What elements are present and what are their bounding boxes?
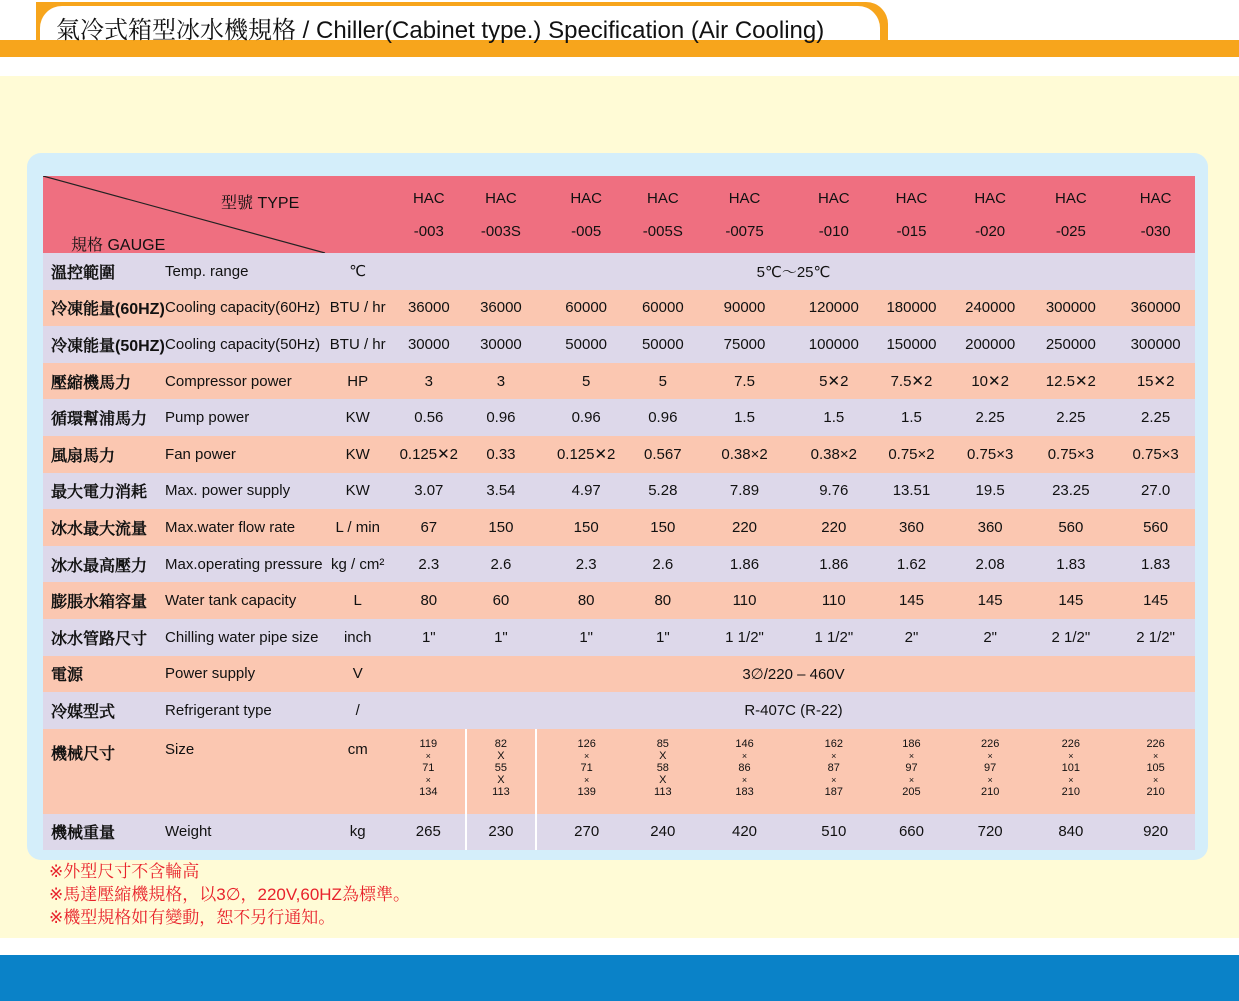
model-code: -015 [896, 222, 927, 240]
table-cell: 3 [392, 363, 466, 400]
model-code: -025 [1055, 222, 1086, 240]
row-label-zh: 機械重量 [43, 814, 165, 850]
table-cell: 150 [536, 509, 636, 546]
header-row [43, 176, 1195, 253]
table-row [43, 509, 1195, 546]
dimension-value: 226 [980, 737, 1000, 750]
model-header [868, 176, 955, 253]
table-cell: 0.38×2 [800, 436, 869, 473]
times-sign: × [908, 750, 915, 761]
table-cell: 80 [536, 582, 636, 619]
table-cell: 110 [690, 582, 800, 619]
table-cell: 0.75×3 [1025, 436, 1116, 473]
table-cell: 2 1/2" [1025, 619, 1116, 656]
table-cell: 80 [636, 582, 689, 619]
row-unit: L / min [323, 509, 392, 546]
model-series: HAC [570, 189, 602, 207]
size-cell [536, 729, 636, 814]
dimension-value: 126 [577, 737, 596, 750]
times-sign: × [741, 750, 748, 761]
table-cell: 360 [868, 509, 955, 546]
table-cell: 1" [392, 619, 466, 656]
dimension-stack [800, 729, 869, 798]
table-cell: 1.86 [690, 546, 800, 583]
table-cell: 60000 [536, 290, 636, 327]
model-series: HAC [412, 189, 445, 207]
row-unit: kg [323, 814, 392, 850]
times-sign: × [1152, 750, 1159, 761]
table-cell: 2.3 [392, 546, 466, 583]
table-cell: 7.5✕2 [868, 363, 955, 400]
table-cell: 840 [1025, 814, 1116, 850]
row-unit: L [323, 582, 392, 619]
dimension-value: 82 [494, 737, 508, 750]
table-cell: 0.125✕2 [392, 436, 466, 473]
model-header [392, 176, 466, 253]
table-cell: 220 [800, 509, 869, 546]
row-label-en: Refrigerant type [165, 692, 323, 729]
table-cell: 240000 [955, 290, 1026, 327]
model-header [536, 176, 636, 253]
table-cell: 5✕2 [800, 363, 869, 400]
table-row [43, 692, 1195, 729]
dimension-stack [636, 729, 689, 798]
model-code: -005 [571, 222, 602, 240]
table-cell: 0.38×2 [690, 436, 800, 473]
table-cell: 360 [955, 509, 1026, 546]
table-cell: 720 [955, 814, 1026, 850]
model-code: -005S [642, 222, 683, 240]
note-line: ※馬達壓縮機規格，以3∅，220V,60HZ為標準。 [49, 885, 410, 904]
table-cell: 1.5 [868, 399, 955, 436]
table-cell: 120000 [800, 290, 869, 327]
row-unit: cm [323, 729, 392, 814]
size-cell [690, 729, 800, 814]
dimension-value: 226 [1061, 737, 1081, 750]
dimension-value: 85 [656, 737, 669, 750]
table-cell: 145 [1025, 582, 1116, 619]
table-cell: 2 1/2" [1116, 619, 1195, 656]
model-series: HAC [485, 189, 517, 207]
dimension-value: 71 [422, 761, 435, 774]
table-cell: 7.5 [690, 363, 800, 400]
row-unit: KW [323, 436, 392, 473]
table-cell: 19.5 [955, 473, 1026, 510]
table-cell: 2" [955, 619, 1026, 656]
dimension-value: 113 [492, 785, 510, 798]
table-row [43, 582, 1195, 619]
table-cell: 2.25 [955, 399, 1026, 436]
row-label-zh: 電源 [43, 656, 165, 693]
row-label-zh: 冰水最大流量 [43, 509, 165, 546]
table-cell: 0.125✕2 [536, 436, 636, 473]
table-cell: 0.96 [536, 399, 636, 436]
table-cell: 0.75×3 [955, 436, 1026, 473]
table-cell: 0.96 [636, 399, 689, 436]
dimension-stack [690, 729, 800, 798]
row-label-en: Weight [165, 814, 323, 850]
table-cell: 0.75×3 [1116, 436, 1195, 473]
row-unit: V [323, 656, 392, 693]
row-label-zh: 溫控範圍 [43, 253, 165, 290]
model-header [955, 176, 1026, 253]
row-label-en: Max. power supply [165, 473, 323, 510]
size-cell [800, 729, 869, 814]
dimension-value: 113 [654, 785, 672, 798]
dimension-value: 119 [419, 737, 438, 750]
table-cell: 200000 [955, 326, 1026, 363]
header-corner-cell [43, 176, 392, 253]
table-cell: 36000 [392, 290, 466, 327]
table-cell: 1 1/2" [800, 619, 869, 656]
times-sign: × [1068, 774, 1074, 785]
dimension-stack [868, 729, 955, 798]
times-sign: × [831, 750, 837, 761]
dimension-value: 210 [980, 785, 1000, 798]
times-sign: × [741, 774, 748, 785]
times-sign: × [584, 750, 590, 761]
table-cell: 2.6 [636, 546, 689, 583]
dimension-value: 105 [1146, 761, 1165, 774]
model-header [1025, 176, 1116, 253]
row-unit: KW [323, 473, 392, 510]
table-cell: 2.25 [1116, 399, 1195, 436]
row-label-en: Power supply [165, 656, 323, 693]
table-cell: 100000 [800, 326, 869, 363]
table-cell: 30000 [466, 326, 537, 363]
table-cell: 50000 [636, 326, 689, 363]
dimension-stack [1116, 729, 1195, 798]
merged-value: 5℃～25℃ [392, 253, 1195, 290]
model-code: -030 [1140, 222, 1171, 240]
table-cell: 80 [392, 582, 466, 619]
table-cell: 1" [536, 619, 636, 656]
table-cell: 240 [636, 814, 689, 850]
table-cell: 5 [536, 363, 636, 400]
merged-value: R-407C (R-22) [392, 692, 1195, 729]
dimension-value: 86 [738, 761, 751, 774]
table-cell: 60000 [636, 290, 689, 327]
table-cell: 2.08 [955, 546, 1026, 583]
table-cell: 50000 [536, 326, 636, 363]
row-unit: kg / cm² [323, 546, 392, 583]
table-row [43, 619, 1195, 656]
row-label-zh: 冰水管路尺寸 [43, 619, 165, 656]
table-cell: 220 [690, 509, 800, 546]
table-cell: 36000 [466, 290, 537, 327]
row-label-en: Max.water flow rate [165, 509, 323, 546]
table-cell: 145 [955, 582, 1026, 619]
table-cell: 110 [800, 582, 869, 619]
table-cell: 360000 [1116, 290, 1195, 327]
row-label-en: Cooling capacity(50Hz) [165, 326, 323, 363]
table-cell: 1.62 [868, 546, 955, 583]
row-label-en: Cooling capacity(60Hz) [165, 290, 323, 327]
dimension-stack [537, 729, 636, 798]
dimension-value: 162 [824, 737, 843, 750]
table-cell: 3.54 [466, 473, 537, 510]
row-unit: BTU / hr [323, 326, 392, 363]
times-sign: × [908, 774, 915, 785]
table-cell: 150000 [868, 326, 955, 363]
model-code: -003S [480, 222, 521, 240]
table-cell: 150 [636, 509, 689, 546]
times-sign: X [659, 749, 667, 762]
table-cell: 5.28 [636, 473, 689, 510]
table-cell: 560 [1025, 509, 1116, 546]
table-row [43, 253, 1195, 290]
model-code: -0075 [725, 222, 764, 240]
size-cell [636, 729, 689, 814]
row-unit: inch [323, 619, 392, 656]
dimension-stack [1025, 729, 1116, 798]
table-cell: 150 [466, 509, 537, 546]
table-cell: 145 [868, 582, 955, 619]
dimension-value: 187 [824, 785, 843, 798]
table-cell: 2.3 [536, 546, 636, 583]
model-code: -010 [818, 222, 849, 240]
size-cell [1025, 729, 1116, 814]
times-sign: X [497, 749, 505, 762]
table-cell: 2.25 [1025, 399, 1116, 436]
table-cell: 510 [800, 814, 869, 850]
gauge-label: 規格 GAUGE [71, 237, 166, 253]
dimension-value: 71 [580, 761, 593, 774]
row-label-zh: 冷凍能量(50HZ) [43, 326, 165, 363]
merged-value: 3∅/220 – 460V [392, 656, 1195, 693]
model-series: HAC [817, 189, 850, 207]
row-label-en: Pump power [165, 399, 323, 436]
model-header [800, 176, 869, 253]
table-cell: 10✕2 [955, 363, 1026, 400]
spec-table [43, 176, 1195, 850]
dimension-value: 146 [735, 737, 754, 750]
row-unit: HP [323, 363, 392, 400]
table-cell: 0.567 [636, 436, 689, 473]
table-cell: 2" [868, 619, 955, 656]
row-label-en: Max.operating pressure [165, 546, 323, 583]
table-cell: 1" [636, 619, 689, 656]
table-row [43, 546, 1195, 583]
table-cell: 23.25 [1025, 473, 1116, 510]
row-label-zh: 冷凍能量(60HZ) [43, 290, 165, 327]
table-cell: 180000 [868, 290, 955, 327]
dimension-value: 210 [1146, 785, 1165, 798]
note-line: ※外型尺寸不含輪高 [49, 862, 200, 881]
table-cell: 15✕2 [1116, 363, 1195, 400]
table-cell: 300000 [1025, 290, 1116, 327]
row-label-zh: 膨脹水箱容量 [43, 582, 165, 619]
table-row [43, 436, 1195, 473]
model-code: -020 [975, 222, 1006, 240]
table-cell: 1.5 [690, 399, 800, 436]
table-cell: 920 [1116, 814, 1195, 850]
model-series: HAC [728, 189, 761, 207]
model-series: HAC [974, 189, 1006, 207]
row-label-zh: 冷媒型式 [43, 692, 165, 729]
times-sign: × [584, 774, 590, 785]
type-label: 型號 TYPE [221, 195, 300, 212]
row-label-en: Temp. range [165, 253, 323, 290]
size-cell [392, 729, 466, 814]
dimension-value: 134 [419, 785, 438, 798]
table-cell: 3 [466, 363, 537, 400]
table-cell: 1.86 [800, 546, 869, 583]
table-cell: 27.0 [1116, 473, 1195, 510]
dimension-value: 139 [577, 785, 596, 798]
dimension-value: 186 [902, 737, 921, 750]
table-row [43, 326, 1195, 363]
times-sign: × [425, 750, 431, 761]
row-label-en: Size [165, 729, 323, 814]
model-series: HAC [1139, 189, 1172, 207]
table-cell: 265 [392, 814, 466, 850]
table-cell: 5 [636, 363, 689, 400]
row-unit: ℃ [323, 253, 392, 290]
times-sign: X [497, 773, 505, 786]
table-cell: 250000 [1025, 326, 1116, 363]
table-row [43, 363, 1195, 400]
note-line: ※機型規格如有變動，恕不另行通知。 [49, 908, 336, 927]
row-label-zh: 冰水最高壓力 [43, 546, 165, 583]
table-cell: 1.5 [800, 399, 869, 436]
times-sign: × [1068, 750, 1074, 761]
footer-bar [0, 955, 1239, 1001]
dimension-value: 205 [902, 785, 921, 798]
row-label-en: Water tank capacity [165, 582, 323, 619]
table-cell: 420 [690, 814, 800, 850]
table-row [43, 656, 1195, 693]
row-label-zh: 風扇馬力 [43, 436, 165, 473]
dimension-stack [955, 729, 1026, 798]
table-row [43, 290, 1195, 327]
row-label-zh: 循環幫浦馬力 [43, 399, 165, 436]
table-cell: 0.33 [466, 436, 537, 473]
size-cell [868, 729, 955, 814]
table-cell: 1.83 [1025, 546, 1116, 583]
row-label-en: Fan power [165, 436, 323, 473]
table-row-weight [43, 814, 1195, 850]
times-sign: × [831, 774, 837, 785]
table-cell: 230 [466, 814, 537, 850]
table-row [43, 473, 1195, 510]
model-header [1116, 176, 1195, 253]
table-cell: 0.96 [466, 399, 537, 436]
table-cell: 7.89 [690, 473, 800, 510]
row-label-zh: 機械尺寸 [43, 729, 165, 814]
table-cell: 75000 [690, 326, 800, 363]
model-header [466, 176, 537, 253]
times-sign: × [987, 774, 993, 785]
dimension-value: 87 [827, 761, 840, 774]
dimension-value: 97 [905, 761, 918, 774]
row-unit: / [323, 692, 392, 729]
row-label-en: Compressor power [165, 363, 323, 400]
table-cell: 1 1/2" [690, 619, 800, 656]
table-cell: 270 [536, 814, 636, 850]
table-cell: 30000 [392, 326, 466, 363]
table-row-size [43, 729, 1195, 814]
dimension-value: 101 [1061, 761, 1081, 774]
times-sign: × [425, 774, 431, 785]
dimension-value: 97 [984, 761, 997, 774]
times-sign: X [659, 773, 667, 786]
table-cell: 560 [1116, 509, 1195, 546]
table-cell: 2.6 [466, 546, 537, 583]
table-cell: 4.97 [536, 473, 636, 510]
dimension-value: 183 [735, 785, 754, 798]
table-cell: 13.51 [868, 473, 955, 510]
model-series: HAC [1055, 189, 1087, 207]
table-cell: 12.5✕2 [1025, 363, 1116, 400]
table-row [43, 399, 1195, 436]
dimension-value: 226 [1146, 737, 1165, 750]
dimension-value: 55 [494, 761, 508, 774]
size-cell [466, 729, 537, 814]
table-cell: 1.83 [1116, 546, 1195, 583]
model-code: -003 [413, 222, 444, 240]
dimension-value: 58 [656, 761, 669, 774]
table-cell: 1" [466, 619, 537, 656]
table-cell: 60 [466, 582, 537, 619]
row-label-zh: 最大電力消耗 [43, 473, 165, 510]
page-title: 氣冷式箱型冰水機規格 / Chiller(Cabinet type.) Specification (Air Cooling) [56, 17, 825, 44]
model-series: HAC [646, 189, 679, 207]
table-cell: 660 [868, 814, 955, 850]
table-cell: 0.75×2 [868, 436, 955, 473]
table-cell: 90000 [690, 290, 800, 327]
notes [49, 860, 410, 929]
table-cell: 0.56 [392, 399, 466, 436]
model-header [690, 176, 800, 253]
model-series: HAC [895, 189, 928, 207]
dimension-stack [392, 729, 465, 798]
row-unit: BTU / hr [323, 290, 392, 327]
table-cell: 9.76 [800, 473, 869, 510]
table-cell: 145 [1116, 582, 1195, 619]
table-cell: 300000 [1116, 326, 1195, 363]
table-cell: 3.07 [392, 473, 466, 510]
row-label-en: Chilling water pipe size [165, 619, 323, 656]
times-sign: × [987, 750, 993, 761]
row-label-zh: 壓縮機馬力 [43, 363, 165, 400]
dimension-stack [467, 729, 536, 798]
size-cell [955, 729, 1026, 814]
size-cell [1116, 729, 1195, 814]
model-header [636, 176, 689, 253]
table-cell: 67 [392, 509, 466, 546]
dimension-value: 210 [1061, 785, 1081, 798]
times-sign: × [1152, 774, 1159, 785]
row-unit: KW [323, 399, 392, 436]
